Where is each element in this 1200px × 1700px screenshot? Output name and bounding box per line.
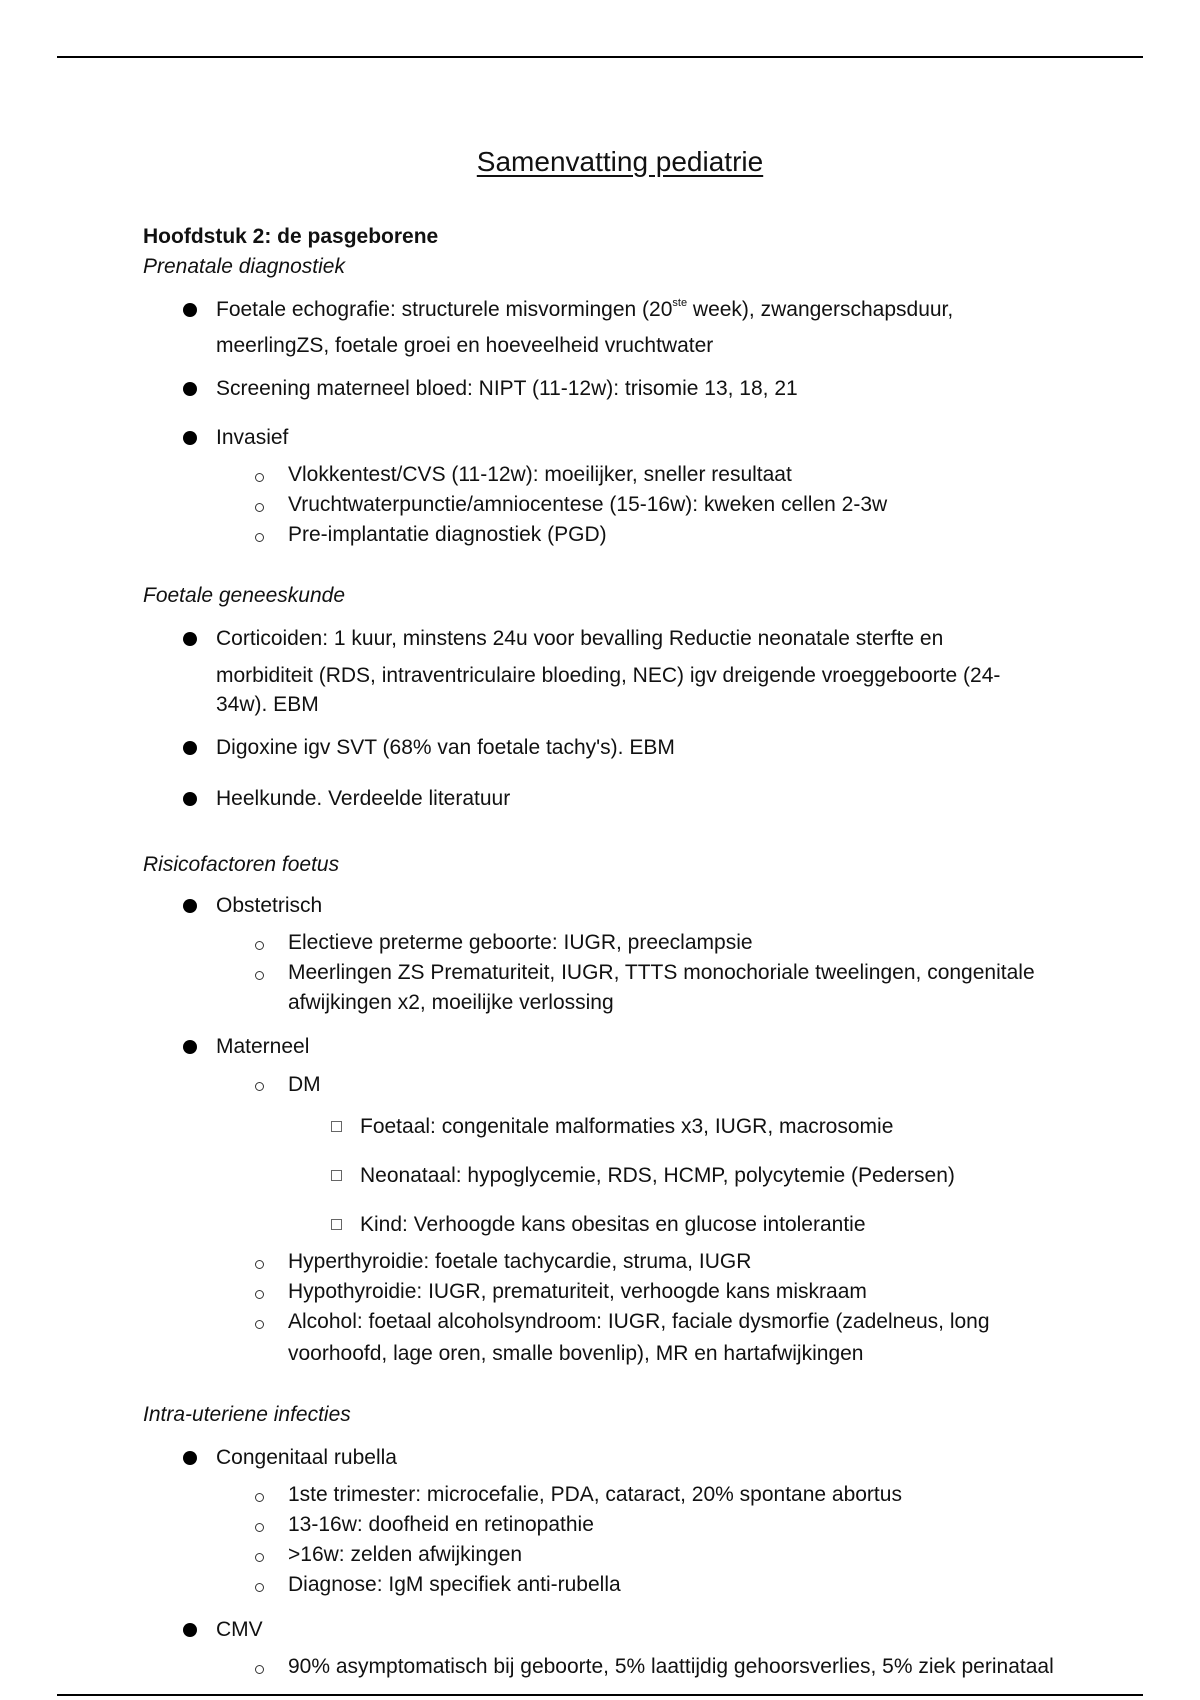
sub-item-trimester: 1ste trimester: microcefalie, PDA, cataract, 20% spontane abortus [288,1483,902,1506]
section-heading-foetal: Foetale geneeskunde [143,584,345,607]
bullet-disc [183,792,197,806]
list-item-rubella: Congenitaal rubella [216,1446,397,1469]
bullet-circle [255,1523,264,1532]
list-item-echografie-cont: meerlingZS, foetale groei en hoeveelheid vruchtwater [216,334,714,357]
list-item-corticoiden-cont2: 34w). EBM [216,693,319,716]
bullet-square [331,1219,342,1230]
list-item-corticoiden-cont: morbiditeit (RDS, intraventriculaire bloeding, NEC) igv dreigende vroeggeboorte (24- [216,664,1001,687]
sub-item-dm: DM [288,1073,321,1096]
sub-item-alcohol-cont: voorhoofd, lage oren, smalle bovenlip), MR en hartafwijkingen [288,1342,864,1365]
bullet-disc [183,632,197,646]
sub-item-vruchtwaterpunctie: Vruchtwaterpunctie/amniocentese (15-16w): kweken cellen 2-3w [288,493,888,516]
sub-item-electieve: Electieve preterme geboorte: IUGR, preeclampsie [288,931,753,954]
sub-item-hypothyroidie: Hypothyroidie: IUGR, prematuriteit, verhoogde kans miskraam [288,1280,867,1303]
list-item-cmv: CMV [216,1618,263,1641]
bullet-circle [255,533,264,542]
bullet-circle [255,941,264,950]
sub-item-meerlingen: Meerlingen ZS Prematuriteit, IUGR, TTTS monochoriale tweelingen, congenitale [288,961,1035,984]
bullet-disc [183,382,197,396]
list-item-materneel: Materneel [216,1035,310,1058]
list-item-screening: Screening materneel bloed: NIPT (11-12w): trisomie 13, 18, 21 [216,377,798,400]
sub-item-13-16w: 13-16w: doofheid en retinopathie [288,1513,594,1536]
bullet-circle [255,473,264,482]
list-item-echografie: Foetale echografie: structurele misvormingen (20ste week), zwangerschapsduur, [216,297,954,321]
section-heading-prenatal: Prenatale diagnostiek [143,255,345,278]
list-item-invasief: Invasief [216,426,289,449]
subsub-item-neonataal: Neonataal: hypoglycemie, RDS, HCMP, polycytemie (Pedersen) [360,1164,955,1187]
bullet-square [331,1170,342,1181]
list-item-heelkunde: Heelkunde. Verdeelde literatuur [216,787,511,810]
sub-item-hyperthyroidie: Hyperthyroidie: foetale tachycardie, struma, IUGR [288,1250,752,1273]
bullet-circle [255,971,264,980]
bullet-circle [255,1290,264,1299]
bullet-circle [255,1082,264,1091]
bullet-circle [255,1665,264,1674]
chapter-heading: Hoofdstuk 2: de pasgeborene [143,225,439,248]
bullet-disc [183,1451,197,1465]
bullet-circle [255,1553,264,1562]
list-item-obstetrisch: Obstetrisch [216,894,323,917]
sub-item-vlokkentest: Vlokkentest/CVS (11-12w): moeilijker, sneller resultaat [288,463,792,486]
sub-item-cmv-asymptomatisch: 90% asymptomatisch bij geboorte, 5% laattijdig gehoorsverlies, 5% ziek perinataal [288,1655,1054,1678]
bullet-circle [255,1583,264,1592]
sub-item-pgd: Pre-implantatie diagnostiek (PGD) [288,523,607,546]
section-heading-infect: Intra-uteriene infecties [143,1403,351,1426]
bullet-disc [183,741,197,755]
bottom-rule [57,1694,1143,1696]
bullet-disc [183,303,197,317]
list-item-digoxine: Digoxine igv SVT (68% van foetale tachy's). EBM [216,736,675,759]
section-heading-risk: Risicofactoren foetus [143,853,340,876]
bullet-disc [183,431,197,445]
sub-item-alcohol: Alcohol: foetaal alcoholsyndroom: IUGR, faciale dysmorfie (zadelneus, long [288,1310,990,1333]
bullet-circle [255,1260,264,1269]
sub-item-diagnose: Diagnose: IgM specifiek anti-rubella [288,1573,621,1596]
sub-item-16w: >16w: zelden afwijkingen [288,1543,523,1566]
bullet-circle [255,1493,264,1502]
bullet-disc [183,1040,197,1054]
document-title: Samenvatting pediatrie [476,146,764,177]
bullet-disc [183,1623,197,1637]
subsub-item-foetaal: Foetaal: congenitale malformaties x3, IUGR, macrosomie [360,1115,894,1138]
sub-item-meerlingen-cont: afwijkingen x2, moeilijke verlossing [288,991,614,1014]
list-item-corticoiden: Corticoiden: 1 kuur, minstens 24u voor bevalling Reductie neonatale sterfte en [216,627,944,650]
bullet-circle [255,1320,264,1329]
top-rule [57,56,1143,58]
subsub-item-kind: Kind: Verhoogde kans obesitas en glucose intolerantie [360,1213,866,1236]
bullet-circle [255,503,264,512]
bullet-square [331,1121,342,1132]
bullet-disc [183,899,197,913]
